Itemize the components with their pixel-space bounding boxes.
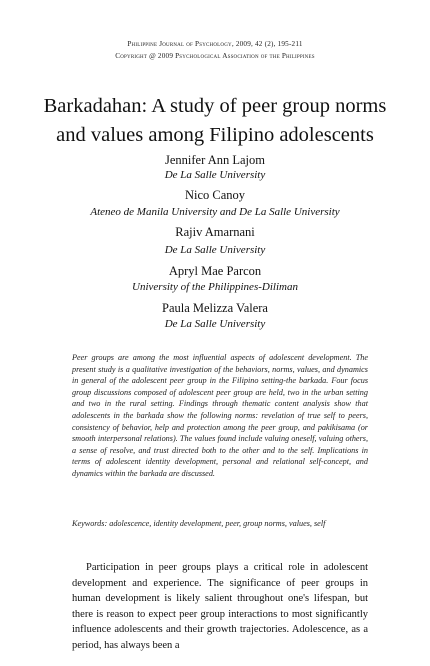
journal-copyright: Copyright @ 2009 Psychological Association of the Philippines (115, 52, 315, 60)
body-paragraph: Participation in peer groups plays a critical role in adolescent development and experience. The significance of peer groups in human development is likely salient throughout one's lifespan, but there is reason to expect peer group interactions to most significantly influence adolescents and their growth trajectories. Adolescence, as a period, has always been a (72, 562, 368, 651)
author-name: Apryl Mae Parcon (168, 264, 262, 278)
author-affiliation: Ateneo de Manila University and De La Salle University (90, 206, 340, 218)
author-affiliation: De La Salle University (164, 244, 266, 256)
journal-citation: Philippine Journal of Psychology, 2009, 42 (2), 195-211 (127, 40, 303, 48)
author-name: Jennifer Ann Lajom (165, 153, 265, 167)
author-affiliation: De La Salle University (164, 318, 266, 330)
title-line-2: and values among Filipino adolescents (56, 124, 374, 146)
author-name: Nico Canoy (184, 188, 246, 202)
abstract: Peer groups are among the most influential aspects of adolescent development. The present study is a qualitative investigation of the behaviors, norms, values, and dynamics in general of the adolescent peer group in the Filipino setting-the barkada. Four focus group discussions composed of adolescent peer group are held, two in the urban setting and two in the rural setting. Findings through thematic content analysis show that adolescents in the barkada show the following norms: revelation of true self to peers, consistency of behavior, help and protection among the peer group, and pakikisama (or smooth interpersonal relations). The values found include valuing oneself, valuing others, a sense of resolve, and trust directed both to the other and to the self. Implications in terms of adolescent identity development, personal and relational self-concept, and dynamics within the barkada are discussed. (72, 353, 368, 478)
author-name: Rajiv Amarnani (175, 225, 255, 239)
author-name: Paula Melizza Valera (162, 301, 268, 315)
author-affiliation: De La Salle University (164, 169, 266, 181)
keywords: Keywords: adolescence, identity development, peer, group norms, values, self (72, 519, 326, 528)
article-title (20, 92, 410, 150)
author-affiliation: University of the Philippines-Diliman (132, 281, 298, 293)
title-line-1: Barkadahan: A study of peer group norms (43, 95, 387, 117)
